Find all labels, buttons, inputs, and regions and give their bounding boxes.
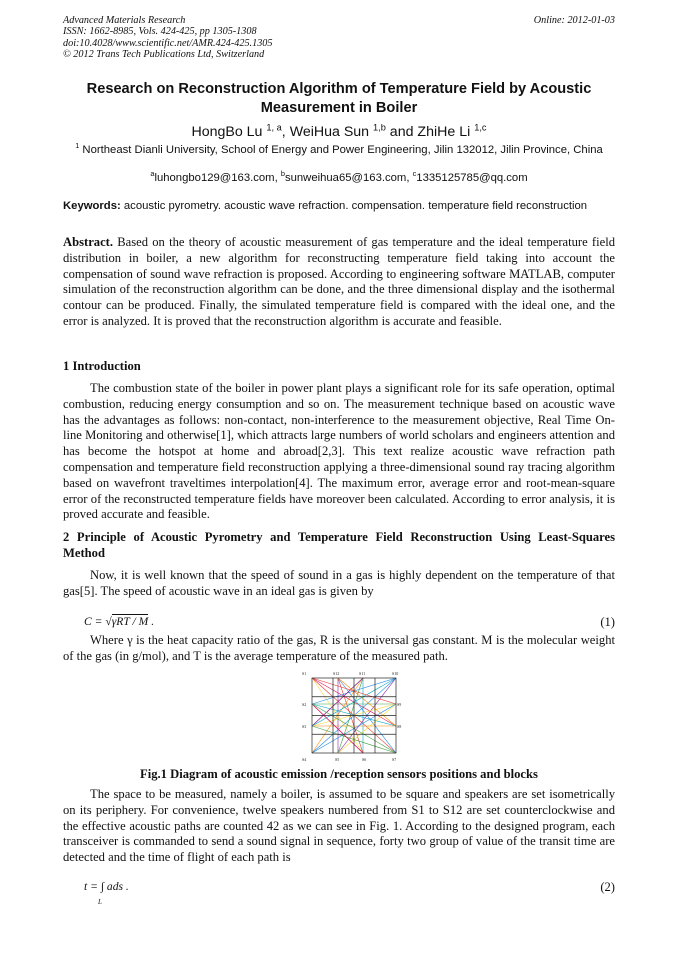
sensor-label: S4: [302, 757, 307, 762]
sensor-label: S11: [359, 671, 366, 676]
email: luhongbo129@163.com,: [154, 172, 281, 184]
equation-number: (1): [600, 615, 615, 629]
author-separator: and: [385, 124, 418, 140]
sensor-label: S12: [333, 671, 340, 676]
eq2-body: t = ∫ ads .: [84, 880, 129, 893]
setup-paragraph: The space to be measured, namely a boiler, is assumed to be square and speakers are set isometrically on its periphery. For convenience, twelve speakers numbered from S1 to S12 are set counterclockwise and the effective acoustic paths are counted 42 as we can see in Fig. 1. According to the designed program, each transceiver is commanded to send a sound signal in sequence, forty two group of value of the transit time are detected and the time of flight of each path is: [63, 787, 615, 865]
abstract-text: Based on the theory of acoustic measurement of gas temperature and the ideal temperature field distribution in boiler, a new algorithm for reconstructing temperature field taking into account the compensation of sound wave refraction is proposed. According to engineering software MATLAB, computer simulation of the reconstruction algorithm can be done, and the three dimensional display and the isothermal contour can be produced. Finally, the simulated temperature field is compared with the ideal one, and the error is analyzed. It is proved that the reconstruction algorithm is accurate and feasible.: [63, 235, 615, 328]
abstract-label: Abstract.: [63, 235, 114, 249]
author-sup: 1, a: [266, 122, 282, 133]
author-line: [63, 124, 615, 140]
author-name: ZhiHe Li: [417, 124, 471, 140]
author-sup: 1,c: [474, 122, 487, 133]
sqrt-symbol: √: [105, 615, 112, 628]
figure-caption: Fig.1 Diagram of acoustic emission /reception sensors positions and blocks: [140, 767, 538, 781]
equation-2: [84, 880, 129, 906]
doi-line: doi:10.4028/www.scientific.net/AMR.424-425.1305: [63, 37, 273, 49]
copyright-line: © 2012 Trans Tech Publications Ltd, Switzerland: [63, 49, 265, 61]
principle-paragraph: Now, it is well known that the speed of sound in a gas is highly dependent on the temperature of that gas[5]. The speed of acoustic wave in an ideal gas is given by: [63, 568, 615, 598]
sensor-label: S1: [302, 671, 307, 676]
email-sup: c: [412, 169, 417, 179]
keywords: [63, 199, 615, 213]
sensor-label: S5: [335, 757, 340, 762]
eq2-subscript: L: [98, 898, 102, 906]
affiliation: [63, 143, 615, 157]
section-heading: 2 Principle of Acoustic Pyrometry and Temperature Field Reconstruction Using Least-Squares Method: [63, 530, 615, 560]
eq1-lhs: C =: [84, 615, 106, 628]
abstract: [63, 235, 615, 330]
author-separator: ,: [281, 124, 290, 140]
eq1-radicand: γRT / M: [111, 615, 149, 628]
intro-paragraph: The combustion state of the boiler in power plant plays a significant role for its safe operation, optimal combustion, reducing energy consumption and so on. The measurement technique based on acoustic wave has the advantages as follows: non-contact, non-interference to the measurement objective, Real Time On-line Monitoring and otherwise[1], which attracts large numbers of world scholars and engineers attention and has become the hotspot at home and abroad[2,3]. This text realize acoustic wave refraction path compensation and temperature field reconstruction applying a three-dimensional sound ray tracing algorithm based on wavefront traveltimes interpolation[4]. The maximum error, average error and root-mean-square error of the reconstructed temperature fields have moreover been calculated. According to error analysis, it is proved accurate and feasible.: [63, 381, 615, 522]
email: sunweihua65@163.com,: [284, 172, 413, 184]
equation-1: [84, 615, 154, 628]
journal-header: [63, 15, 615, 61]
sensor-label: S9: [397, 702, 402, 707]
online-date: Online: 2012-01-03: [533, 15, 615, 26]
paper-title: Research on Reconstruction Algorithm of Temperature Field by Acoustic Measurement in Boiler: [86, 81, 592, 116]
email-sup: a: [150, 169, 155, 179]
author-emails: [63, 169, 615, 184]
sensor-label: S8: [397, 724, 402, 729]
sensor-label: S6: [362, 757, 367, 762]
journal-name: Advanced Materials Research: [63, 15, 186, 26]
sensor-label: S2: [302, 702, 307, 707]
affiliation-sup: 1: [75, 141, 80, 151]
sensor-label: S10: [392, 671, 399, 676]
keywords-label: Keywords:: [63, 200, 121, 212]
author-sup: 1,b: [373, 122, 386, 133]
keywords-text: acoustic pyrometry. acoustic wave refraction. compensation. temperature field reconstruction: [120, 200, 588, 212]
sensor-diagram: [300, 668, 406, 764]
sensor-label: S3: [302, 724, 307, 729]
author-name: WeiHua Sun: [289, 124, 370, 140]
email-sup: b: [280, 169, 285, 179]
equation-explanation: Where γ is the heat capacity ratio of the gas, R is the universal gas constant. M is the molecular weight of the gas (in g/mol), and T is the average temperature of the measured path.: [63, 633, 615, 663]
email: 1335125785@qq.com: [416, 172, 528, 184]
sensor-label: S7: [392, 757, 397, 762]
eq1-tail: .: [148, 615, 155, 628]
equation-number: (2): [600, 880, 615, 894]
affiliation-text: Northeast Dianli University, School of Energy and Power Engineering, Jilin 132012, Jilin Province, China: [79, 144, 603, 156]
author-name: HongBo Lu: [191, 124, 263, 140]
section-heading: 1 Introduction: [63, 359, 141, 373]
issn-line: ISSN: 1662-8985, Vols. 424-425, pp 1305-1308: [63, 26, 257, 38]
